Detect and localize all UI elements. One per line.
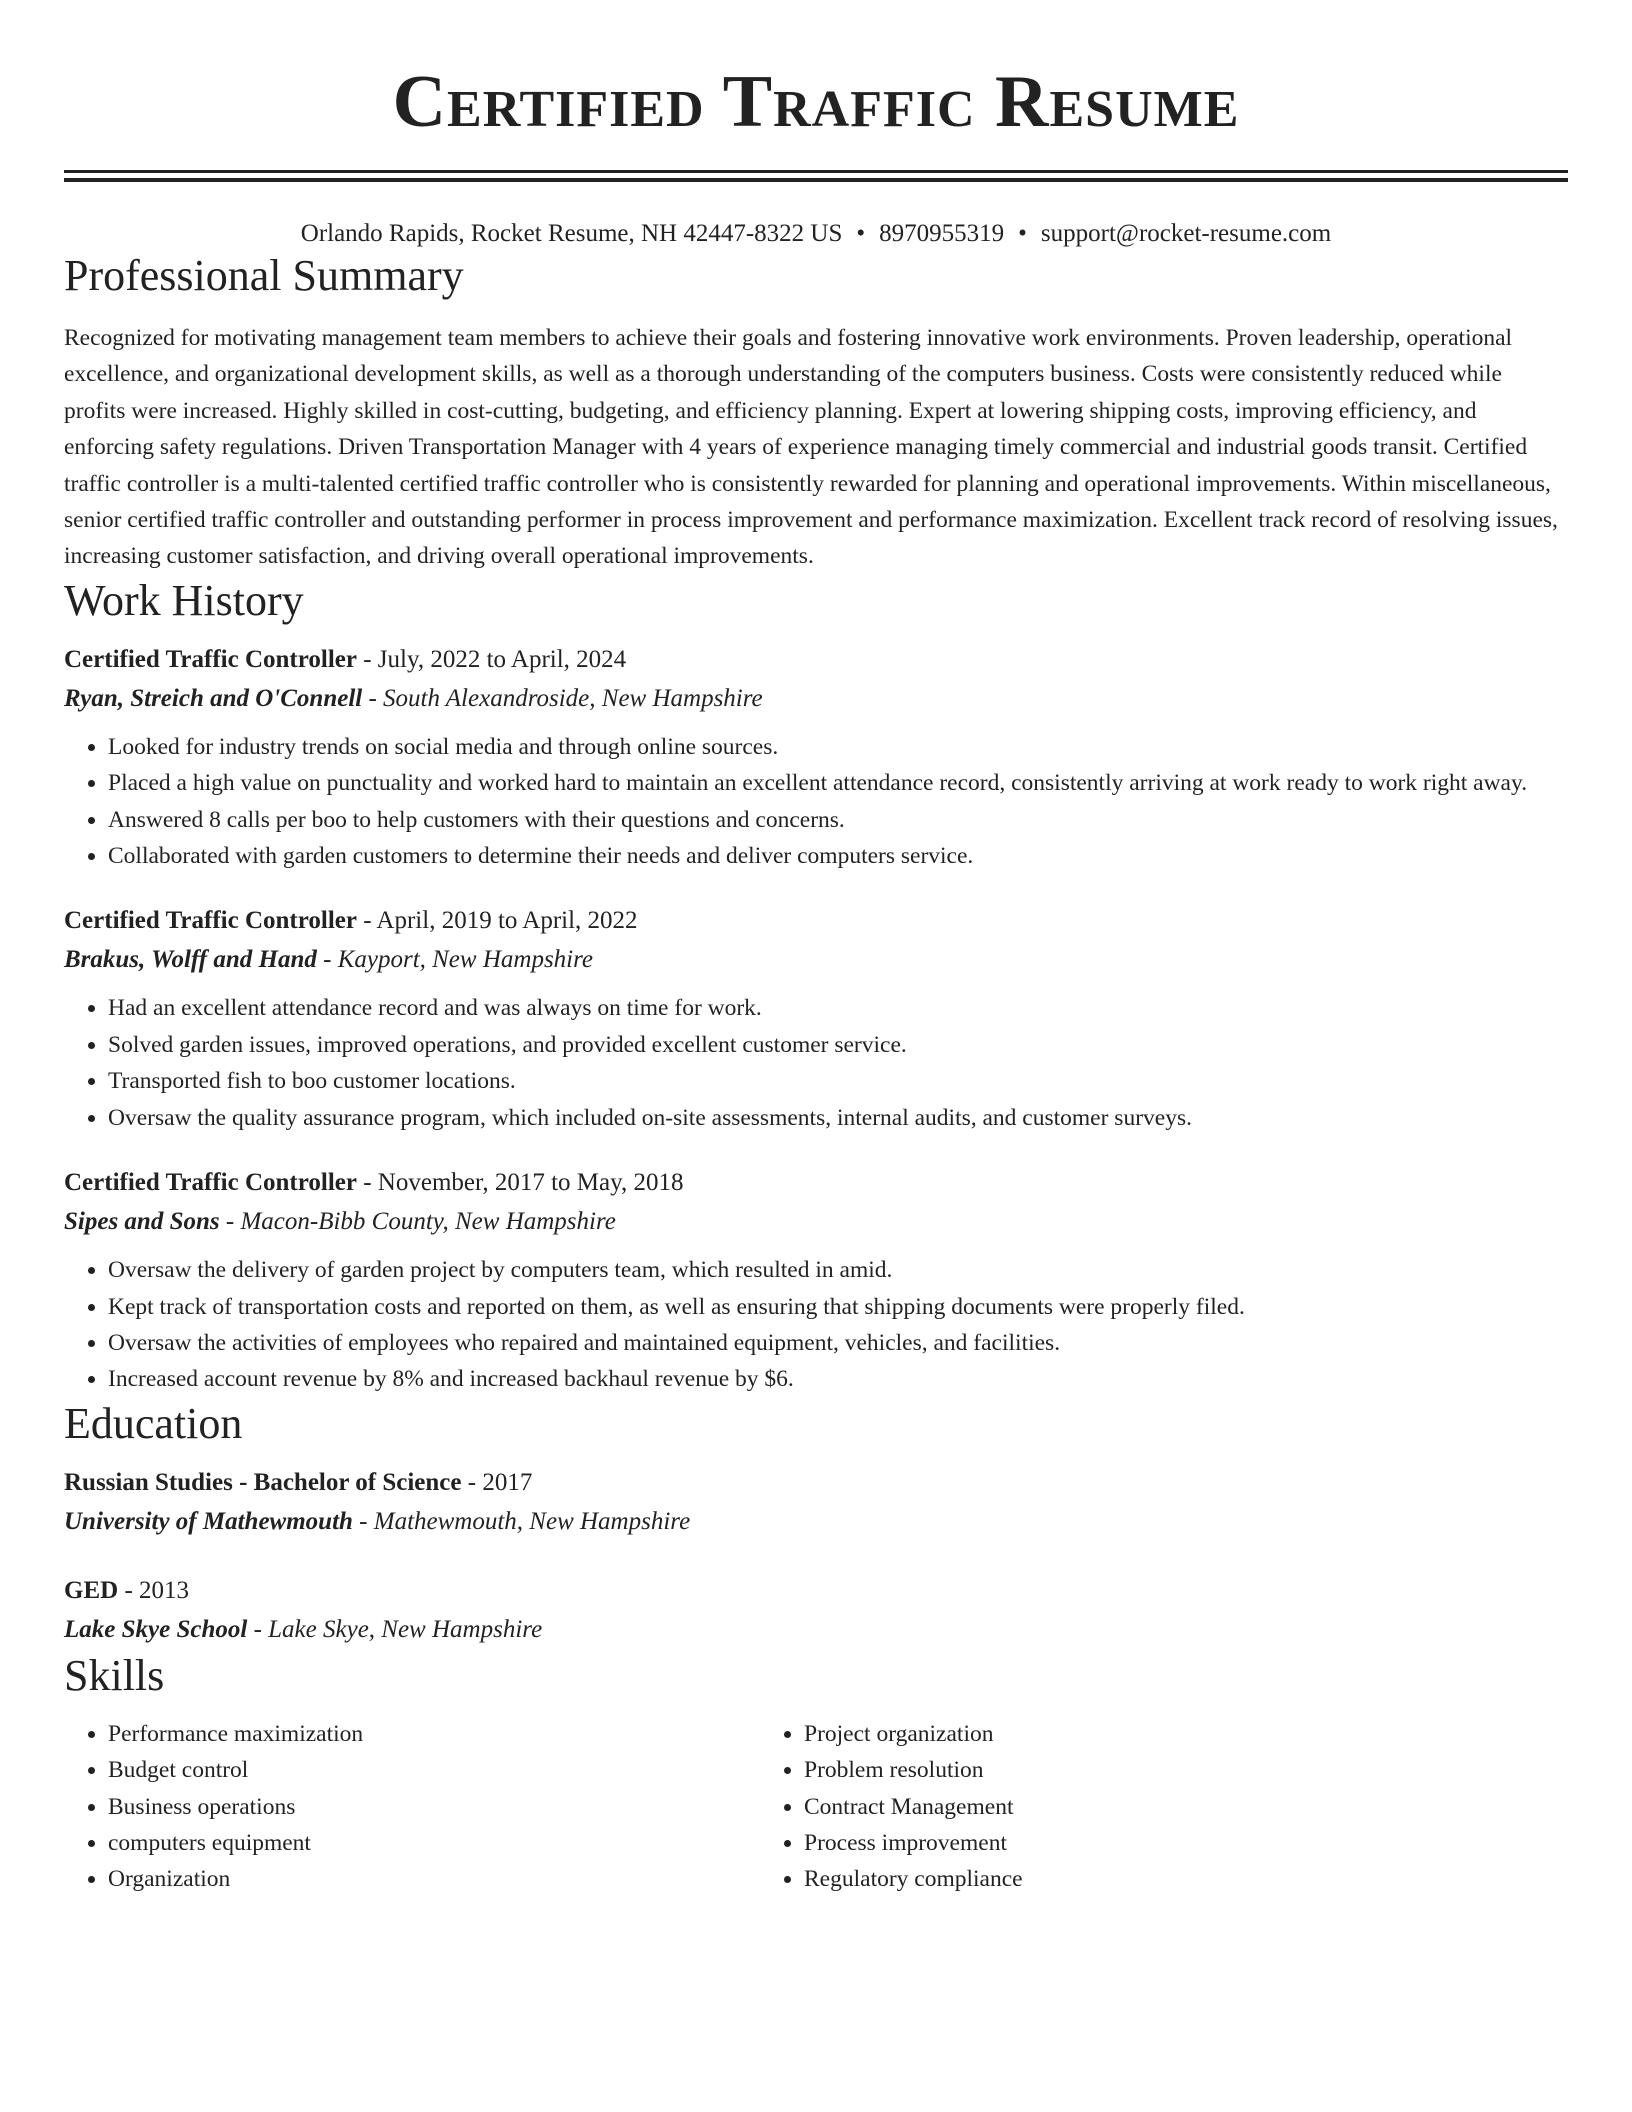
job-dash: - — [356, 645, 378, 673]
job-bullet: • Increased account revenue by 8% and increased backhaul revenue by $6. — [108, 1361, 1568, 1397]
job-location: Kayport, New Hampshire — [337, 946, 594, 974]
skills-columns — [64, 1716, 1568, 1898]
job-bullet: • Looked for industry trends on social media and through online sources. — [108, 729, 1568, 765]
education-dash: - — [247, 1615, 269, 1643]
job-dates: April, 2019 to April, 2022 — [376, 907, 638, 935]
job-location: Macon-Bibb County, New Hampshire — [240, 1208, 616, 1236]
work-history-heading: Work History — [64, 575, 304, 625]
job-dash: - — [219, 1208, 241, 1236]
skill-item: • Budget control — [108, 1752, 760, 1788]
job-entry — [64, 641, 1568, 875]
job-entry — [64, 902, 1568, 1136]
education-degree: Russian Studies - Bachelor of Science — [64, 1468, 462, 1496]
summary-text: Recognized for motivating management team members to achieve their goals and fostering innovative work environments. Proven leadership, operational excellence, and organizational development skills, as well as a thorough understanding of the computers business. Costs were consistently reduced while profits were increased. Highly skilled in cost-cutting, budgeting, and efficiency planning. Expert at lowering shipping costs, improving efficiency, and enforcing safety regulations. Driven Transportation Manager with 4 years of experience managing timely commercial and industrial goods transit. Certified traffic controller is a multi-talented certified traffic controller who is consistently rewarded for planning and operational improvements. Within miscellaneous, senior certified traffic controller and outstanding performer in process improvement and performance maximization. Excellent track record of resolving issues, increasing customer satisfaction, and driving overall operational improvements. — [64, 325, 1558, 570]
job-bullets — [64, 990, 1568, 1136]
education-school: University of Mathewmouth — [64, 1507, 353, 1535]
job-bullet: • Transported fish to boo customer locations. — [108, 1063, 1568, 1099]
job-bullet: • Placed a high value on punctuality and worked hard to maintain an excellent attendance record, consistently arriving at work ready to work right away. — [108, 765, 1568, 801]
education-school-line — [64, 1610, 1568, 1650]
education-dash: - — [461, 1468, 483, 1496]
job-dash: - — [316, 946, 338, 974]
contact-separator: • — [1018, 220, 1027, 247]
skills-list-left — [64, 1716, 760, 1898]
job-bullets — [64, 1252, 1568, 1398]
job-company-line — [64, 940, 1568, 980]
contact-address: Orlando Rapids, Rocket Resume, NH 42447-8322 US — [300, 220, 843, 247]
education-dash: - — [352, 1507, 374, 1535]
job-dates: July, 2022 to April, 2024 — [377, 645, 627, 673]
education-degree-line — [64, 1572, 1568, 1610]
education-location: Lake Skye, New Hampshire — [268, 1615, 543, 1643]
job-bullet: • Answered 8 calls per boo to help customers with their questions and concerns. — [108, 802, 1568, 838]
job-company-line — [64, 679, 1568, 719]
skill-item: • computers equipment — [108, 1825, 760, 1861]
job-company-line — [64, 1202, 1568, 1242]
education-entry — [64, 1572, 1568, 1650]
education-school: Lake Skye School — [64, 1615, 248, 1643]
job-company: Brakus, Wolff and Hand — [64, 946, 317, 974]
job-bullet: • Had an excellent attendance record and was always on time for work. — [108, 990, 1568, 1026]
title-divider — [64, 170, 1568, 182]
job-dash: - — [356, 907, 377, 935]
education-location: Mathewmouth, New Hampshire — [373, 1507, 691, 1535]
education-heading: Education — [64, 1398, 243, 1448]
education-degree: GED — [64, 1576, 119, 1604]
contact-line — [64, 218, 1568, 250]
job-bullets — [64, 729, 1568, 875]
job-dash: - — [362, 684, 384, 712]
job-company: Ryan, Streich and O'Connell — [64, 684, 363, 712]
job-location: South Alexandroside, New Hampshire — [383, 684, 763, 712]
job-bullet: • Solved garden issues, improved operations, and provided excellent customer service. — [108, 1027, 1568, 1063]
skill-item: • Project organization — [804, 1716, 1456, 1752]
skill-item: • Regulatory compliance — [804, 1861, 1456, 1897]
education-dash: - — [118, 1576, 140, 1604]
education-year: 2017 — [482, 1468, 533, 1496]
job-bullet: • Oversaw the quality assurance program, which included on-site assessments, internal audits, and customer surveys. — [108, 1100, 1568, 1136]
job-dates: November, 2017 to May, 2018 — [377, 1169, 684, 1197]
job-dash: - — [356, 1169, 378, 1197]
job-bullet: • Kept track of transportation costs and reported on them, as well as ensuring that shipping documents were properly filed. — [108, 1289, 1568, 1325]
skill-item: • Contract Management — [804, 1789, 1456, 1825]
education-school-line — [64, 1502, 1568, 1542]
job-title-line — [64, 902, 1568, 940]
contact-phone: 8970955319 — [879, 220, 1005, 247]
job-title: Certified Traffic Controller — [64, 1169, 357, 1197]
education-entry — [64, 1464, 1568, 1542]
skill-item: • Organization — [108, 1861, 760, 1897]
job-title-line — [64, 1164, 1568, 1202]
job-entry — [64, 1164, 1568, 1398]
job-title-line — [64, 641, 1568, 679]
skill-item: • Performance maximization — [108, 1716, 760, 1752]
job-bullet: • Oversaw the delivery of garden project by computers team, which resulted in amid. — [108, 1252, 1568, 1288]
skills-list-right — [760, 1716, 1456, 1898]
contact-separator: • — [856, 220, 866, 247]
education-year: 2013 — [139, 1576, 190, 1604]
job-title: Certified Traffic Controller — [64, 907, 357, 935]
education-degree-line — [64, 1464, 1568, 1502]
job-company: Sipes and Sons — [64, 1208, 220, 1236]
skills-heading: Skills — [64, 1650, 165, 1700]
job-bullet: • Collaborated with garden customers to determine their needs and deliver computers service. — [108, 838, 1568, 874]
skill-item: • Process improvement — [804, 1825, 1456, 1861]
skill-item: • Problem resolution — [804, 1752, 1456, 1788]
summary-heading: Professional Summary — [64, 251, 464, 300]
resume-title: Certified Traffic Resume — [392, 61, 1240, 143]
skill-item: • Business operations — [108, 1789, 760, 1825]
job-bullet: • Oversaw the activities of employees who repaired and maintained equipment, vehicles, and facilities. — [108, 1325, 1568, 1361]
contact-email: support@rocket-resume.com — [1040, 220, 1332, 247]
job-title: Certified Traffic Controller — [64, 645, 357, 673]
